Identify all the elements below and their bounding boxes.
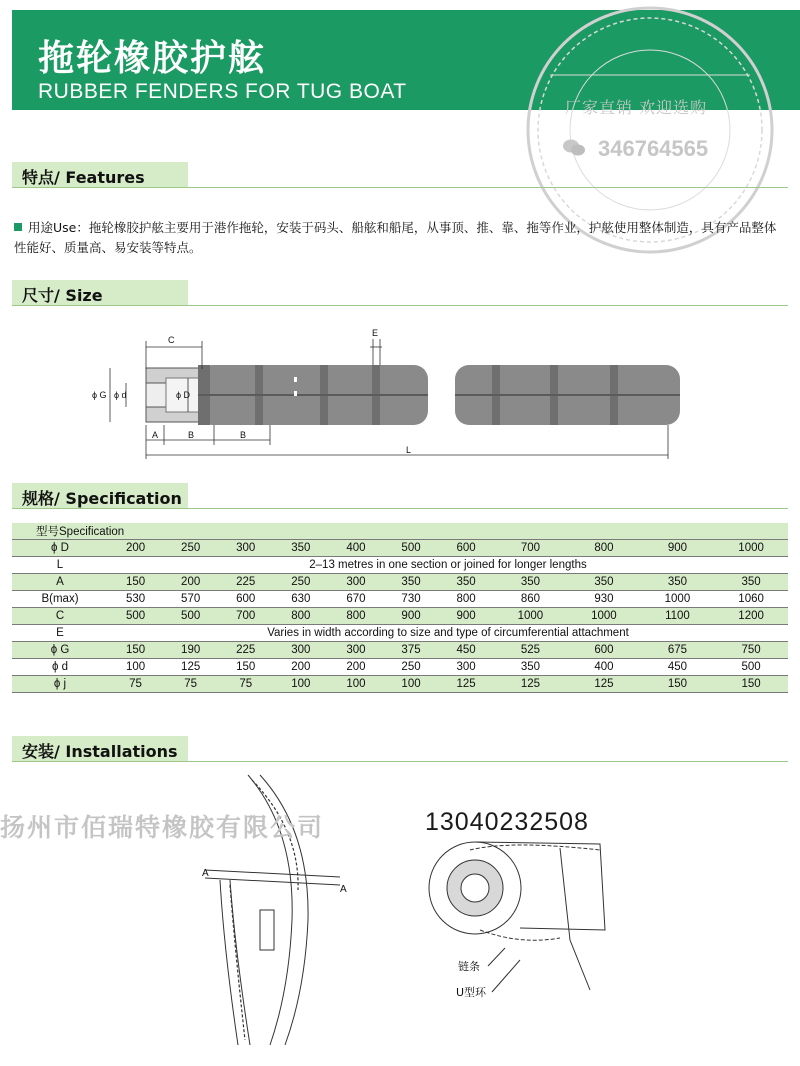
spec-cell: 675: [641, 642, 715, 659]
spec-cell: 900: [439, 608, 494, 625]
spec-cell: 100: [108, 659, 163, 676]
spec-cell: 700: [218, 608, 273, 625]
spec-row-span-text: Varies in width according to size and type of circumferential attachment: [108, 625, 788, 642]
spec-row-label: ϕ j: [12, 676, 108, 693]
features-heading-box: [12, 162, 188, 188]
spec-cell: 150: [714, 676, 788, 693]
spec-cell: 350: [567, 574, 641, 591]
install-label-chain: 链条: [458, 960, 480, 973]
spec-row-label: ϕ D: [12, 540, 108, 557]
spec-cell: 350: [439, 574, 494, 591]
spec-cell: 100: [328, 676, 383, 693]
spec-row: [12, 540, 788, 557]
spec-cell: 250: [383, 659, 438, 676]
spec-row: [12, 659, 788, 676]
spec-cell: 900: [383, 608, 438, 625]
spec-row-label: ϕ G: [12, 642, 108, 659]
spec-cell: 860: [494, 591, 568, 608]
spec-cell: 150: [108, 574, 163, 591]
spec-cell: 500: [383, 540, 438, 557]
spec-cell: 750: [714, 642, 788, 659]
spec-cell: 350: [494, 659, 568, 676]
spec-cell: 500: [714, 659, 788, 676]
label-d-large: ϕ D: [176, 390, 191, 400]
spec-cell: 930: [567, 591, 641, 608]
spec-cell: 225: [218, 642, 273, 659]
wechat-icon: [562, 138, 586, 158]
spec-cell: 190: [163, 642, 218, 659]
features-body: 用途Use：拖轮橡胶护舷主要用于港作拖轮，安装于码头、船舷和船尾，从事顶、推、靠、拖等作业，护舷使用整体制造，具有产品整体性能好、质量高、易安装等特点。: [14, 220, 777, 255]
spec-row-label: B(max): [12, 591, 108, 608]
spec-cell: 600: [439, 540, 494, 557]
spec-cell: 1000: [714, 540, 788, 557]
spec-cell: 300: [273, 642, 328, 659]
spec-cell: 200: [108, 540, 163, 557]
spec-row: [12, 574, 788, 591]
label-g: ϕ G: [92, 390, 107, 400]
spec-cell: 400: [328, 540, 383, 557]
spec-cell: 525: [494, 642, 568, 659]
spec-cell: 400: [567, 659, 641, 676]
features-divider: [12, 187, 788, 188]
spec-cell: 1060: [714, 591, 788, 608]
install-heading-box: [12, 736, 188, 762]
label-e: E: [372, 328, 379, 338]
spec-cell: 350: [273, 540, 328, 557]
spec-cell: 570: [163, 591, 218, 608]
spec-row: [12, 591, 788, 608]
spec-row: [12, 642, 788, 659]
spec-cell: 730: [383, 591, 438, 608]
spec-cell: 350: [641, 574, 715, 591]
spec-cell: 75: [108, 676, 163, 693]
spec-row-span-text: 2–13 metres in one section or joined for longer lengths: [108, 557, 788, 574]
label-c: C: [168, 335, 175, 345]
spec-cell: 800: [567, 540, 641, 557]
spec-cell: 150: [108, 642, 163, 659]
spec-cell: 300: [328, 642, 383, 659]
spec-cell: 450: [439, 642, 494, 659]
spec-cell: 630: [273, 591, 328, 608]
label-b2: B: [240, 430, 247, 440]
install-label-a2: A: [340, 884, 347, 895]
spec-cell: 350: [714, 574, 788, 591]
spec-cell: 200: [273, 659, 328, 676]
stamp-text-line2: 346764565: [598, 136, 709, 161]
spec-cell: 450: [641, 659, 715, 676]
spec-header-label: 型号Specification: [12, 523, 788, 540]
spec-row: [12, 557, 788, 574]
spec-row-label: L: [12, 557, 108, 574]
spec-cell: 530: [108, 591, 163, 608]
spec-cell: 350: [383, 574, 438, 591]
spec-cell: 200: [328, 659, 383, 676]
spec-cell: 150: [218, 659, 273, 676]
spec-cell: 350: [494, 574, 568, 591]
spec-cell: 375: [383, 642, 438, 659]
install-label-a1: A: [202, 868, 209, 879]
company-watermark: 扬州市佰瑞特橡胶有限公司: [0, 813, 325, 842]
spec-cell: 250: [163, 540, 218, 557]
spec-cell: 200: [163, 574, 218, 591]
spec-cell: 1100: [641, 608, 715, 625]
spec-cell: 75: [163, 676, 218, 693]
spec-cell: 500: [108, 608, 163, 625]
size-heading-box: [12, 280, 188, 306]
spec-table: [12, 523, 788, 693]
spec-cell: 600: [567, 642, 641, 659]
features-heading: 特点/ Features: [22, 168, 145, 187]
size-divider: [12, 305, 788, 306]
spec-cell: 300: [218, 540, 273, 557]
install-divider: [12, 761, 788, 762]
size-heading: 尺寸/ Size: [22, 286, 103, 305]
spec-cell: 500: [163, 608, 218, 625]
bullet-icon: [14, 223, 22, 231]
spec-row-label: A: [12, 574, 108, 591]
install-diagram-right: [410, 830, 630, 1010]
spec-cell: 125: [567, 676, 641, 693]
spec-row-label: E: [12, 625, 108, 642]
spec-cell: 300: [328, 574, 383, 591]
spec-cell: 150: [641, 676, 715, 693]
spec-cell: 125: [494, 676, 568, 693]
size-diagram: [80, 325, 720, 465]
spec-cell: 1000: [567, 608, 641, 625]
spec-row-label: ϕ d: [12, 659, 108, 676]
install-label-u: U型环: [456, 986, 487, 999]
spec-cell: 1000: [494, 608, 568, 625]
label-b1: B: [188, 430, 195, 440]
spec-cell: 125: [163, 659, 218, 676]
phone-watermark: 13040232508: [425, 808, 589, 836]
spec-cell: 75: [218, 676, 273, 693]
spec-row: [12, 676, 788, 693]
spec-row: [12, 608, 788, 625]
stamp-text-line1: 厂家直销 欢迎选购: [565, 98, 708, 117]
spec-row: [12, 625, 788, 642]
spec-row-label: C: [12, 608, 108, 625]
spec-cell: 800: [439, 591, 494, 608]
spec-cell: 300: [439, 659, 494, 676]
spec-heading: 规格/ Specification: [22, 489, 182, 508]
title-cn: 拖轮橡胶护舷: [38, 38, 267, 79]
spec-cell: 700: [494, 540, 568, 557]
spec-cell: 900: [641, 540, 715, 557]
spec-cell: 800: [328, 608, 383, 625]
spec-cell: 100: [273, 676, 328, 693]
spec-cell: 100: [383, 676, 438, 693]
label-l: L: [406, 445, 412, 455]
spec-cell: 125: [439, 676, 494, 693]
install-heading: 安装/ Installations: [22, 742, 178, 761]
spec-heading-box: [12, 483, 188, 509]
spec-cell: 250: [273, 574, 328, 591]
spec-cell: 670: [328, 591, 383, 608]
spec-cell: 600: [218, 591, 273, 608]
label-a: A: [152, 430, 159, 440]
spec-divider: [12, 508, 788, 509]
label-d-small: ϕ d: [114, 390, 127, 400]
features-text: [14, 218, 786, 258]
spec-cell: 800: [273, 608, 328, 625]
title-en: RUBBER FENDERS FOR TUG BOAT: [38, 80, 407, 103]
spec-cell: 1200: [714, 608, 788, 625]
spec-cell: 225: [218, 574, 273, 591]
spec-cell: 1000: [641, 591, 715, 608]
